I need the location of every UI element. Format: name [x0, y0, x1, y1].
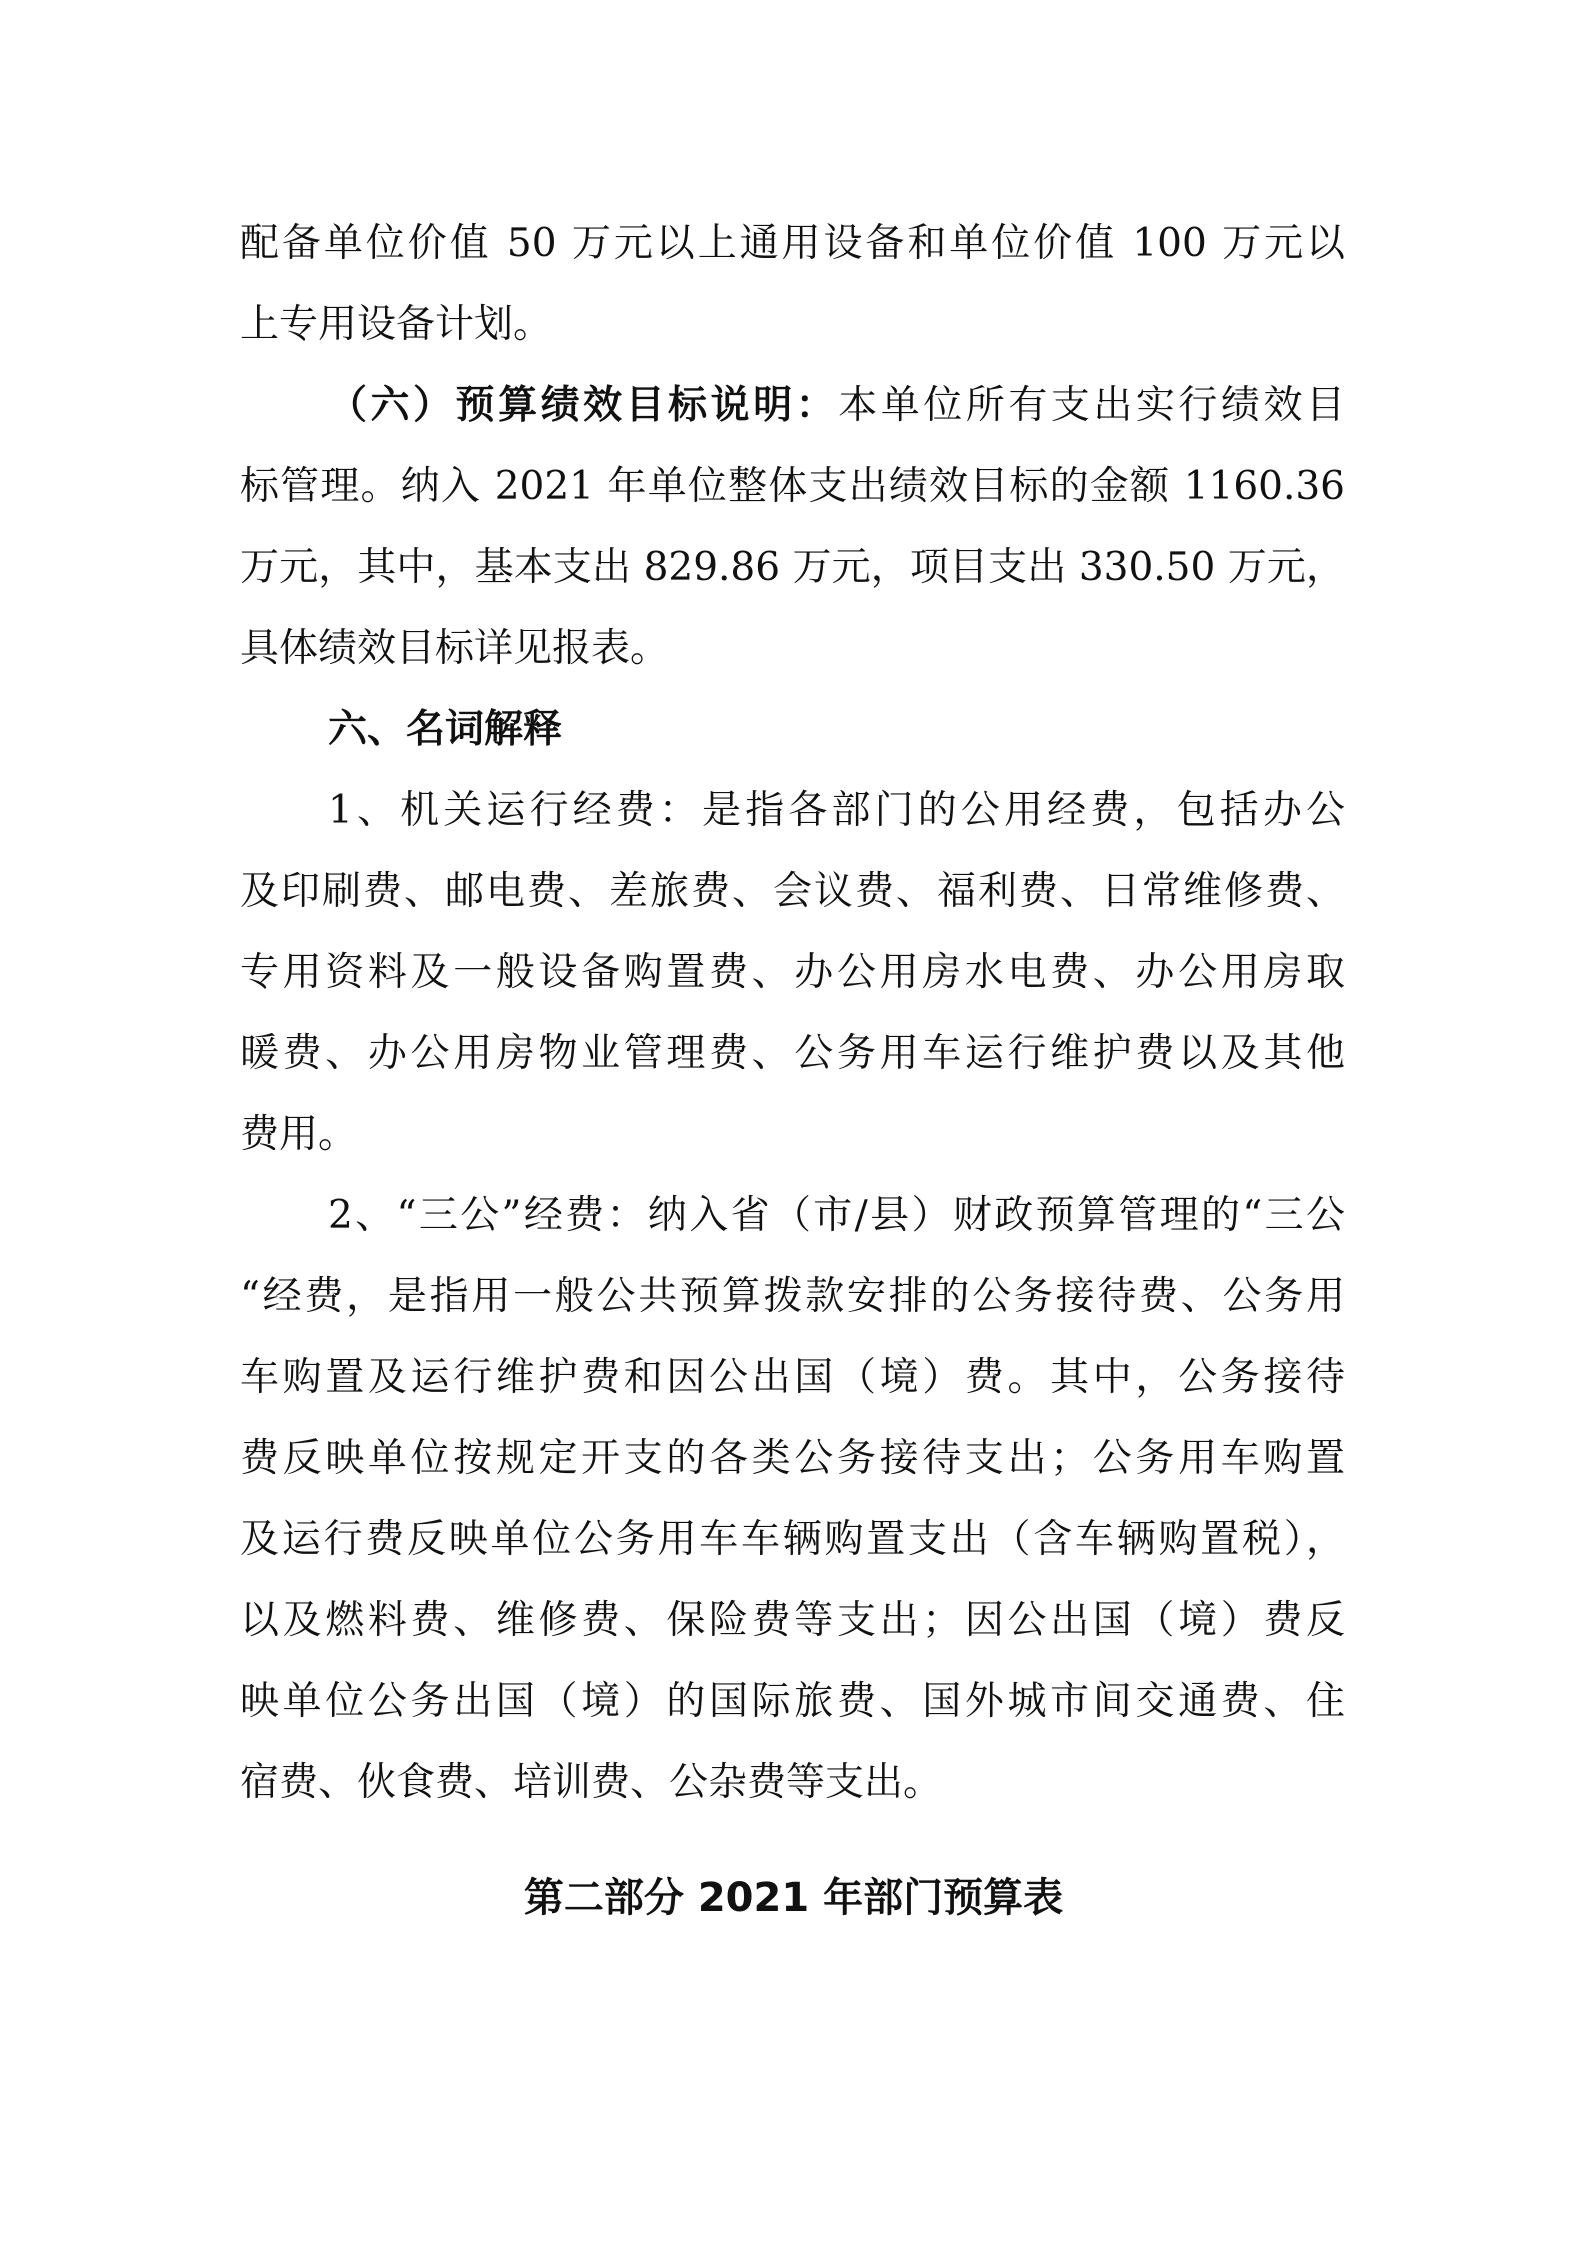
text-line: 1、机关运行经费：是指各部门的公用经费，包括办公	[328, 788, 1345, 833]
text-line: 映单位公务出国（境）的国际旅费、国外城市间交通费、住	[240, 1679, 1345, 1724]
text-line: 配备单位价值 50 万元以上通用设备和单位价值 100 万元以	[240, 221, 1345, 266]
text-line: 专用资料及一般设备购置费、办公用房水电费、办公用房取	[240, 950, 1345, 995]
text-line: 万元，其中，基本支出 829.86 万元，项目支出 330.50 万元，	[240, 545, 1345, 590]
part-title: 第二部分 2021 年部门预算表	[523, 1875, 1064, 1921]
text-line: 车购置及运行维护费和因公出国（境）费。其中，公务接待	[240, 1355, 1345, 1400]
document-body	[240, 203, 1345, 1823]
text-line: 宿费、伙食费、培训费、公杂费等支出。	[240, 1760, 943, 1805]
text-line: 以及燃料费、维修费、保险费等支出；因公出国（境）费反	[240, 1598, 1345, 1643]
text-line: 标管理。纳入 2021 年单位整体支出绩效目标的金额 1160.36	[240, 464, 1345, 509]
section-title: 六、名词解释	[328, 707, 563, 752]
text-line: 及印刷费、邮电费、差旅费、会议费、福利费、日常维修费、	[240, 869, 1345, 914]
section-heading	[240, 689, 1345, 770]
text-line	[240, 365, 1345, 446]
text-run: 本单位所有支出实行绩效目	[838, 383, 1345, 428]
text-line: 具体绩效目标详见报表。	[240, 626, 670, 671]
text-line: 费用。	[240, 1112, 358, 1157]
paragraph-term-three-public-expenses	[240, 1175, 1345, 1823]
text-line: 上专用设备计划。	[240, 302, 553, 347]
text-line: 暖费、办公用房物业管理费、公务用车运行维护费以及其他	[240, 1031, 1345, 1076]
paragraph-equipment-plan	[240, 203, 1345, 365]
text-line: 及运行费反映单位公务用车车辆购置支出（含车辆购置税），	[240, 1517, 1345, 1562]
paragraph-heading: （六）预算绩效目标说明：	[328, 382, 839, 428]
text-line: “经费，是指用一般公共预算拨款安排的公务接待费、公务用	[240, 1274, 1345, 1319]
text-line: 费反映单位按规定开支的各类公务接待支出；公务用车购置	[240, 1436, 1345, 1481]
paragraph-performance-targets	[240, 365, 1345, 689]
text-line: 2、“三公”经费：纳入省（市/县）财政预算管理的“三公	[328, 1193, 1345, 1238]
paragraph-term-operating-costs	[240, 770, 1345, 1175]
